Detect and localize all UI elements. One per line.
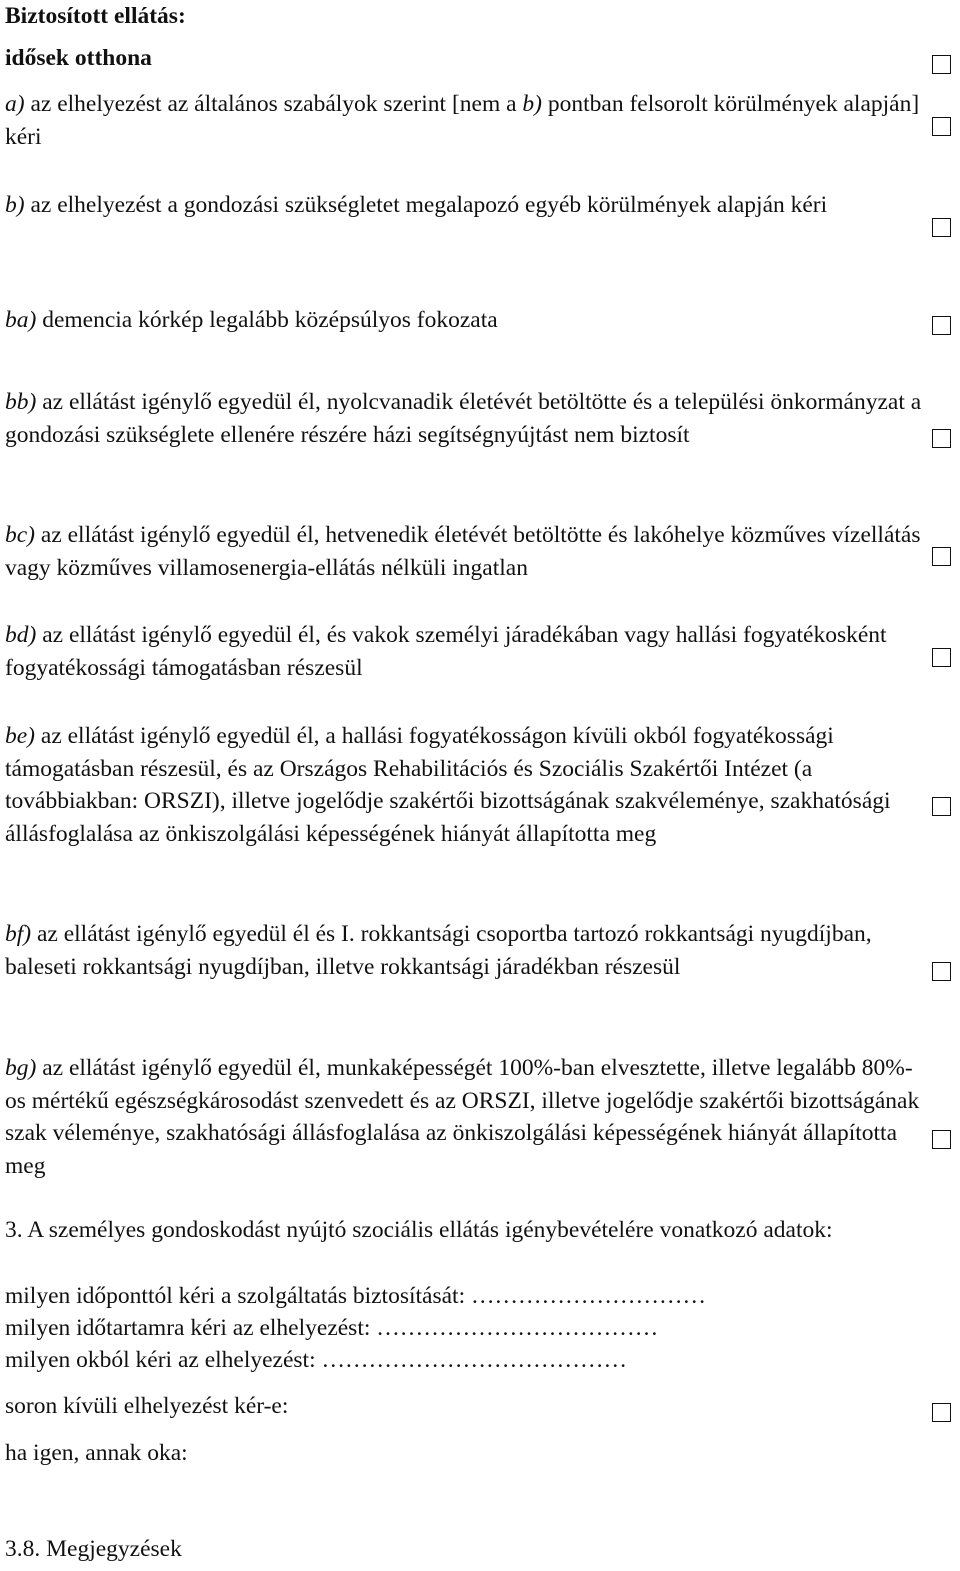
question-reason bbox=[5, 1344, 925, 1377]
heading: Biztosított ellátás: bbox=[5, 3, 186, 29]
item-label: bg) bbox=[5, 1055, 37, 1081]
checkbox-item-bd[interactable] bbox=[932, 648, 951, 667]
section3-title: 3. A személyes gondoskodást nyújtó szociális ellátás igénybevételére vonatkozó adatok: bbox=[5, 1217, 833, 1243]
item-bf bbox=[5, 918, 925, 983]
item-bd bbox=[5, 619, 925, 684]
question-duration bbox=[5, 1312, 925, 1345]
checkbox-item-b[interactable] bbox=[932, 218, 951, 237]
checkbox-item-bf[interactable] bbox=[932, 962, 951, 981]
item-be bbox=[5, 720, 925, 850]
item-text: az elhelyezést az általános szabályok szerint [nem a bbox=[30, 91, 517, 117]
item-bb bbox=[5, 386, 925, 451]
question-urgent: soron kívüli elhelyezést kér-e: bbox=[5, 1393, 289, 1419]
duration-field[interactable]: ……………………………… bbox=[376, 1315, 659, 1341]
item-text: pontban felsorolt körülmények alapján] kéri bbox=[5, 91, 920, 150]
checkbox-urgent[interactable] bbox=[932, 1403, 951, 1422]
section38-title: 3.8. Megjegyzések bbox=[5, 1536, 182, 1562]
checkbox-item-bc[interactable] bbox=[932, 547, 951, 566]
question-urgent-reason: ha igen, annak oka: bbox=[5, 1440, 188, 1466]
question-start-date bbox=[5, 1280, 925, 1313]
start-date-field[interactable]: ………………………… bbox=[470, 1283, 706, 1309]
item-bg bbox=[5, 1052, 925, 1182]
item-label: bf) bbox=[5, 921, 32, 947]
item-b bbox=[5, 189, 925, 222]
item-text: demencia kórkép legalább középsúlyos fokozata bbox=[42, 307, 498, 333]
item-label: b) bbox=[5, 192, 25, 218]
item-label: bb) bbox=[5, 389, 37, 415]
checkbox-item-a[interactable] bbox=[932, 117, 951, 136]
question-label: milyen időponttól kéri a szolgáltatás biztosítását: bbox=[5, 1283, 466, 1309]
question-label: milyen időtartamra kéri az elhelyezést: bbox=[5, 1315, 371, 1341]
item-label: bd) bbox=[5, 622, 37, 648]
item-text: az ellátást igénylő egyedül él, hetvenedik életévét betöltötte és lakóhelye közműves vízellátás vagy közműves villamosenergia-ellátás nélküli ingatlan bbox=[5, 522, 921, 581]
checkbox-idosek-otthona[interactable] bbox=[932, 55, 951, 74]
item-label: b) bbox=[522, 91, 542, 117]
subheading: idősek otthona bbox=[5, 45, 152, 71]
checkbox-item-be[interactable] bbox=[932, 797, 951, 816]
item-a bbox=[5, 88, 925, 153]
item-text: az ellátást igénylő egyedül él, a hallási fogyatékosságon kívüli okból fogyatékossági támogatásban részesül, és az Országos Rehabilitációs és Szociális Szakértői Intézet (a továbbiakban: ORSZI), illetve jogelődje szakértői bizottságának szakvéleménye, szakhatósági állásfoglalása az önkiszolgálási képességének hiányát állapította meg bbox=[5, 723, 891, 847]
item-text: az ellátást igénylő egyedül él, munkaképességét 100%-ban elvesztette, illetve legalább 80%-os mértékű egészségkárosodást szenvedett és az ORSZI, illetve jogelődje szakértői bizottságának szak véleménye, szakhatósági állásfoglalása az önkiszolgálási képességének hiányát állapította meg bbox=[5, 1055, 920, 1179]
item-text: az elhelyezést a gondozási szükségletet megalapozó egyéb körülmények alapján kéri bbox=[30, 192, 828, 218]
item-bc bbox=[5, 519, 925, 584]
checkbox-item-bg[interactable] bbox=[932, 1130, 951, 1149]
item-text: az ellátást igénylő egyedül él, és vakok személyi járadékában vagy hallási fogyatékosként fogyatékossági támogatásban részesül bbox=[5, 622, 887, 681]
checkbox-item-ba[interactable] bbox=[932, 316, 951, 335]
item-text: az ellátást igénylő egyedül él, nyolcvanadik életévét betöltötte és a települési önkormányzat a gondozási szükséglete ellenére részére házi segítségnyújtást nem biztosít bbox=[5, 389, 922, 448]
checkbox-item-bb[interactable] bbox=[932, 429, 951, 448]
reason-field[interactable]: ………………………………… bbox=[321, 1347, 627, 1373]
item-text: az ellátást igénylő egyedül él és I. rokkantsági csoportba tartozó rokkantsági nyugdíjban, baleseti rokkantsági nyugdíjban, illetve rokkantsági járadékban részesül bbox=[5, 921, 872, 980]
item-ba bbox=[5, 304, 925, 337]
item-label: bc) bbox=[5, 522, 36, 548]
question-label: milyen okból kéri az elhelyezést: bbox=[5, 1347, 316, 1373]
item-label: a) bbox=[5, 91, 25, 117]
item-label: be) bbox=[5, 723, 36, 749]
item-label: ba) bbox=[5, 307, 37, 333]
